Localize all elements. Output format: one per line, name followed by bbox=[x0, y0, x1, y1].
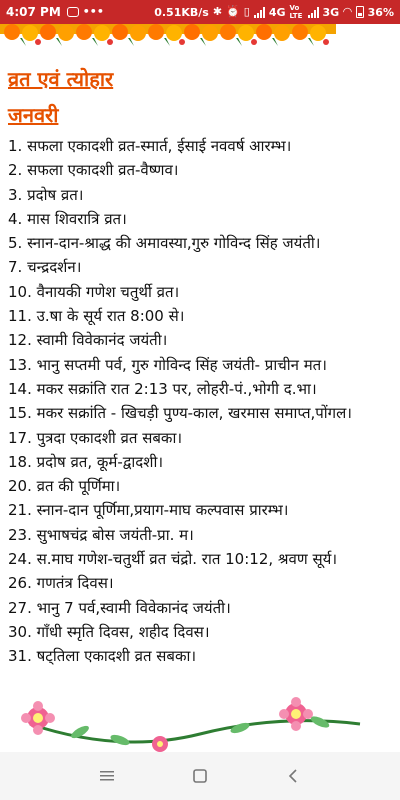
dots-icon: ••• bbox=[82, 5, 104, 18]
list-item: 30. गाँधी स्मृति दिवस, शहीद दिवस। bbox=[8, 622, 210, 641]
list-item: 7. चन्द्रदर्शन। bbox=[8, 258, 82, 277]
signal-icon bbox=[254, 7, 265, 18]
message-icon bbox=[67, 7, 79, 17]
network-4g: 4G bbox=[268, 5, 286, 19]
list-item: 15. मकर सक्रांति - खिचड़ी पुण्य-काल, खरमास समाप्त,पोंगल। bbox=[8, 404, 352, 423]
list-item: 21. स्नान-दान पूर्णिमा,प्रयाग-माघ कल्पवास प्रारम्भ। bbox=[8, 501, 289, 520]
list-item: 4. मास शिवरात्रि व्रत। bbox=[8, 209, 127, 228]
list-item: 13. भानु सप्तमी पर्व, गुरु गोविन्द सिंह जयंती- प्राचीन मत। bbox=[8, 355, 327, 374]
list-item: 18. प्रदोष व्रत, कूर्म-द्वादशी। bbox=[8, 452, 164, 471]
bluetooth-icon: ✱ bbox=[212, 5, 223, 18]
vibrate-icon: ▯ bbox=[243, 5, 250, 18]
page-title: व्रत एवं त्योहार bbox=[8, 67, 114, 91]
chevron-back-icon[interactable] bbox=[273, 756, 313, 796]
festival-content bbox=[8, 66, 394, 669]
month-heading: जनवरी bbox=[8, 103, 59, 127]
battery-icon bbox=[356, 6, 364, 18]
square-home-icon[interactable] bbox=[180, 756, 220, 796]
list-item: 11. उ.षा के सूर्य रात 8:00 से। bbox=[8, 307, 185, 326]
list-item: 23. सुभाषचंद्र बोस जयंती-प्रा. म। bbox=[8, 525, 194, 544]
list-item: 26. गणतंत्र दिवस। bbox=[8, 574, 114, 593]
alarm-icon: ⏰ bbox=[226, 5, 240, 18]
status-time: 4:07 PM bbox=[6, 5, 61, 19]
status-bar bbox=[0, 0, 400, 24]
list-item: 24. स.माघ गणेश-चतुर्थी व्रत चंद्रो. रात 10:12, श्रवण सूर्य। bbox=[8, 550, 338, 569]
list-item: 10. वैनायकी गणेश चतुर्थी व्रत। bbox=[8, 282, 180, 301]
volte-label: Vo LTE bbox=[289, 4, 303, 20]
list-item: 14. मकर सक्रांति रात 2:13 पर, लोहरी-पं.,भोगी द.भा। bbox=[8, 379, 317, 398]
list-item: 17. पुत्रदा एकादशी व्रत सबका। bbox=[8, 428, 183, 447]
list-item: 3. प्रदोष व्रत। bbox=[8, 185, 84, 204]
marigold-garland-icon bbox=[0, 24, 336, 48]
network-3g: 3G bbox=[322, 5, 340, 19]
battery-percent: 36% bbox=[367, 5, 394, 19]
list-item: 20. व्रत की पूर्णिमा। bbox=[8, 477, 121, 496]
list-item: 12. स्वामी विवेकानंद जयंती। bbox=[8, 331, 168, 350]
festival-list bbox=[8, 134, 394, 669]
list-item: 2. सफला एकादशी व्रत-वैष्णव। bbox=[8, 161, 179, 180]
system-nav-bar bbox=[0, 752, 400, 800]
wifi-icon: ◠ bbox=[343, 5, 352, 18]
lotus-garland-icon bbox=[0, 694, 400, 754]
list-item: 27. भानु 7 पर्व,स्वामी विवेकानंद जयंती। bbox=[8, 598, 231, 617]
list-item: 1. सफला एकादशी व्रत-स्मार्त, ईसाई नववर्ष आरम्भ। bbox=[8, 137, 292, 155]
list-item: 31. षट्तिला एकादशी व्रत सबका। bbox=[8, 647, 197, 666]
menu-lines-icon[interactable] bbox=[87, 756, 127, 796]
list-item: 5. स्नान-दान-श्राद्ध की अमावस्या,गुरु गोविन्द सिंह जयंती। bbox=[8, 234, 321, 253]
network-speed: 0.51KB/s bbox=[154, 5, 209, 19]
signal-icon-2 bbox=[308, 7, 319, 18]
